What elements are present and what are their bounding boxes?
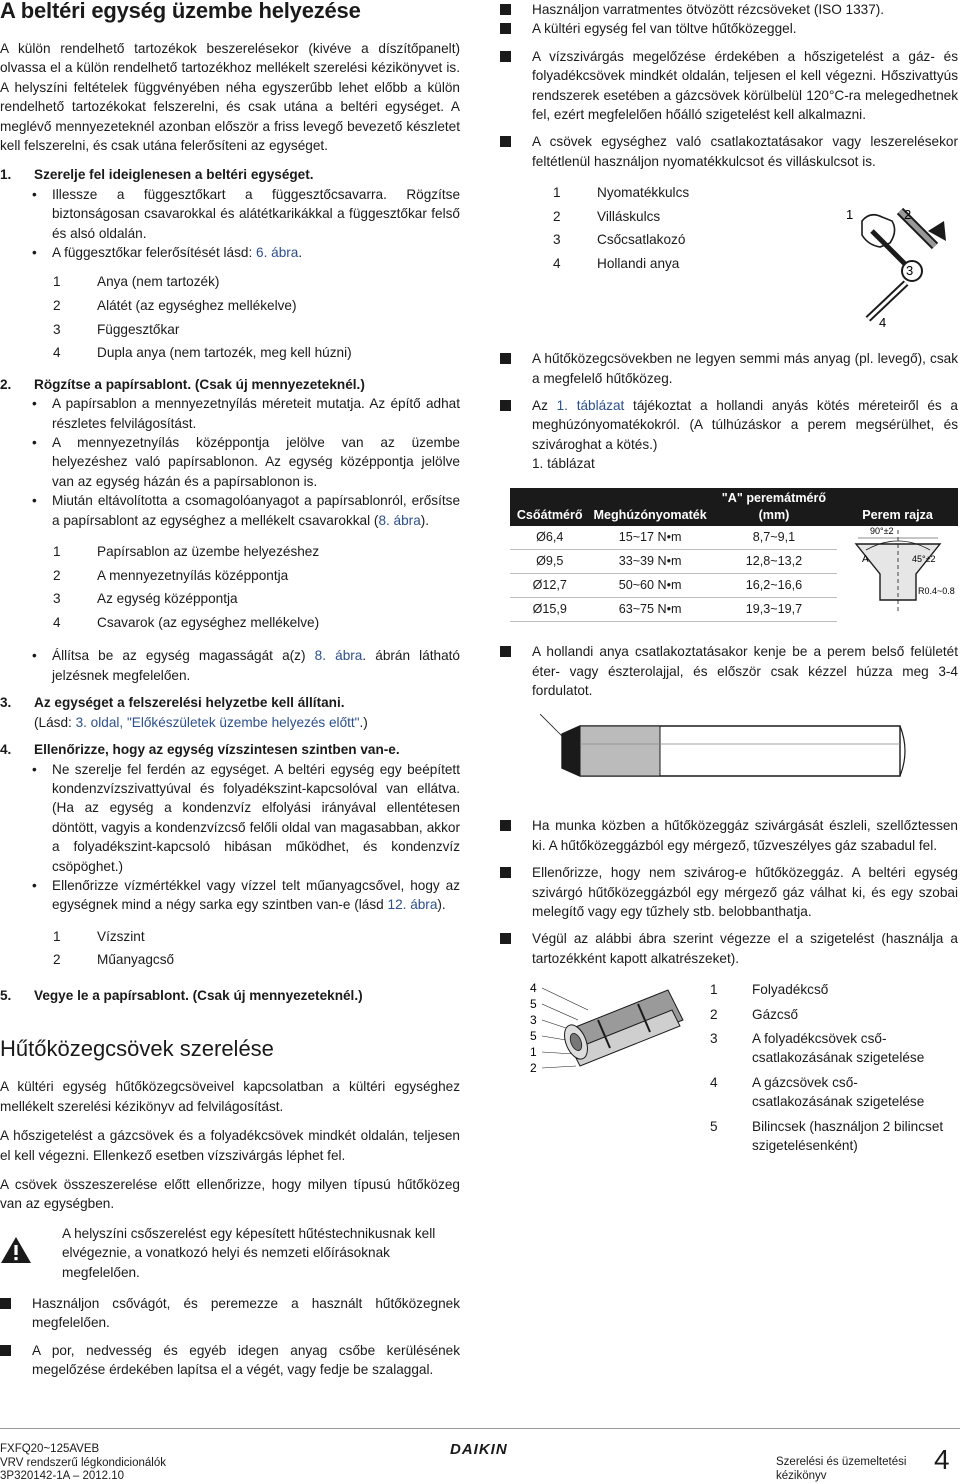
step-2-bullet-3: • Miután eltávolította a csomagolóanyagot a papírsablonról, erősítse a papírsablont az egységhez a mellékelt csavarokkal (8. ábra).	[32, 491, 460, 530]
footer-manual-title: Szerelési és üzemeltetési kézikönyv	[776, 1456, 907, 1482]
piping-item-5: A vízszivárgás megelőzése érdekében a hőszigetelést a gáz- és folyadékcsövek mindkét oldalán, teljesen el kell végezni. Hőszivattyús rendszerek esetében a gázcsövek körülbelül 120°C-ra melegedhetnek fel, ezért megfelelően hőálló szigetelést kell alkalmazni.	[500, 47, 958, 125]
table-header: Meghúzónyomaték	[589, 488, 710, 526]
flare-table-block	[510, 488, 958, 623]
figure-link[interactable]: 8. ábra	[314, 648, 363, 664]
figure-label: 1	[530, 1045, 537, 1060]
step-2-legend	[53, 542, 460, 636]
table-header: Csőátmérő	[510, 488, 589, 526]
table-row: Ø15,9 63~75 N•m 19,3~19,7	[510, 598, 958, 622]
step-5-heading: 5. Vegye le a papírsablont. (Csak új mennyezeteknél.)	[0, 987, 363, 1003]
page-link[interactable]: 3. oldal, "Előkészületek üzembe helyezés előtt"	[75, 714, 360, 730]
step-4-bullet-1: • Ne szerelje fel ferdén az egységet. A beltéri egység egy beépített kondenzvízszivattyúval és folyadékszint-kapcsolóval van ellátva. (Ha az egység a kondenzvíz elfolyási irányával ellentétesen döntött, vagyis a kondenzvízcső felőli oldal van magasabban, akkor a folyadékszint-kapcsoló hibásan működhet, és kondenzvíz csöpöghet.)	[32, 760, 460, 876]
legend-item: 1 Papírsablon az üzembe helyezéshez	[53, 544, 320, 560]
wrench-figure-block	[500, 183, 958, 341]
table-caption: 1. táblázat	[532, 456, 595, 472]
flare-label: 90°±2	[870, 525, 894, 536]
piping-item-1: Használjon csővágót, és peremezze a használt hűtőközegnek megfelelően.	[0, 1294, 460, 1333]
figure-label: 4	[879, 315, 887, 331]
table-header: "A" peremátmérő (mm)	[711, 488, 837, 526]
insulation-legend	[710, 980, 950, 1155]
piping-paragraph-1: A kültéri egység hűtőközegcsöveivel kapcsolatban a kültéri egységhez mellékelt szerelési kézikönyv ad felvilágosítást.	[0, 1079, 460, 1114]
insulation-illustration	[528, 980, 688, 1090]
flare-label: A	[862, 553, 869, 565]
legend-item: 1 Folyadékcső	[710, 982, 829, 998]
legend-item: 4 Hollandi anya	[553, 256, 680, 272]
legend-item: 1 Nyomatékkulcs	[553, 185, 690, 201]
piping-item-10: Ha munka közben a hűtőközeggáz szivárgását észleli, szellőztessen ki. A hűtőközeggázból egy mérgező, tűzveszélyes gáz szabadul fel.	[500, 816, 958, 855]
legend-item: 3 A folyadékcsövek cső-csatlakozásának szigetelése	[710, 1031, 925, 1066]
step-4-legend	[53, 927, 460, 974]
warning-box	[0, 1224, 460, 1282]
legend-item: 2 Műanyagcső	[53, 952, 175, 968]
step-1-heading: 1. Szerelje fel ideiglenesen a beltéri egységet.	[0, 167, 314, 183]
legend-item: 2 Alátét (az egységhez mellékelve)	[53, 298, 297, 314]
legend-item: 1 Vízszint	[53, 928, 145, 944]
table-header-row	[510, 488, 958, 526]
wrench-illustration	[840, 191, 950, 331]
flare-drawing	[840, 524, 960, 620]
section-title-refrigerant-piping: Hűtőközegcsövek szerelése	[0, 1036, 274, 1062]
table-row: Ø9,5 33~39 N•m 12,8~13,2	[510, 550, 958, 574]
step-2-bullet-2: • A mennyezetnyílás középpontja jelölve van az üzembe helyezéshez való papírsablonon. Az egység középpontja jelölve van az egység házán és a papírsablonon is.	[32, 433, 460, 491]
step-3-heading: 3. Az egységet a felszerelési helyzetbe kell állítani.	[0, 695, 345, 711]
step-2-heading: 2. Rögzítse a papírsablont. (Csak új mennyezeteknél.)	[0, 376, 365, 392]
table-link[interactable]: 1. táblázat	[556, 398, 625, 414]
figure-label: 5	[530, 1029, 537, 1044]
section-title-indoor-unit: A beltéri egység üzembe helyezése	[0, 0, 361, 23]
piping-item-12: Végül az alábbi ábra szerint végezze el a szigetelést (használja a tartozékként kapott alkatrészeket).	[500, 929, 958, 968]
footer-doc-number: 3P320142-1A – 2012.10	[0, 1470, 125, 1482]
step-1-legend	[53, 272, 460, 366]
daikin-logo: DAIKIN	[450, 1441, 508, 1458]
legend-item: 5 Bilincsek (használjon 2 bilincset szigetelésenként)	[710, 1118, 944, 1154]
figure-label: 2	[530, 1061, 537, 1076]
figure-label: 5	[530, 997, 537, 1012]
flare-label: 45°±2	[912, 553, 936, 564]
table-row: Ø6,4 15~17 N•m 8,7~9,1	[510, 526, 958, 550]
figure-label: 3	[530, 1013, 537, 1028]
figure-link[interactable]: 8. ábra	[378, 512, 421, 528]
piping-item-2: A por, nedvesség és egyéb idegen anyag csőbe kerülésének megelőzése érdekében lapítsa el a végét, vagy fedje be szalaggal.	[0, 1341, 460, 1380]
figure-label: 1	[846, 207, 854, 223]
legend-item: 4 Csavarok (az egységhez mellékelve)	[53, 614, 320, 630]
figure-label: 2	[904, 207, 912, 223]
left-column	[0, 0, 460, 1380]
flare-label: R0.4~0.8	[918, 585, 955, 596]
footer-doc-info	[0, 1443, 166, 1483]
legend-item: 2 Villáskulcs	[553, 208, 661, 224]
piping-item-8: Az 1. táblázat tájékoztat a hollandi anyás kötés méreteiről és a meghúzónyomatékokról. (A túlhúzáskor a perem megsérülhet, és szivároghat a kötés.)	[500, 396, 958, 454]
footer-series: VRV rendszerű légkondicionálók	[0, 1456, 166, 1469]
piping-paragraph-2: A hőszigetelést a gázcsövek és a folyadékcsövek mindkét oldalán, teljesen el kell végezni. Ellenkező esetben vízszivárgás léphet fel.	[0, 1128, 460, 1163]
warning-icon	[0, 1224, 62, 1282]
table-row: Ø12,7 50~60 N•m 16,2~16,6	[510, 574, 958, 598]
figure-link[interactable]: 12. ábra	[387, 897, 438, 913]
step-2-bullet-1: • A papírsablon a mennyezetnyílás méreteit mutatja. Az építő adhat részletes felvilágosítást.	[32, 394, 460, 433]
page-number: 4	[934, 1444, 950, 1475]
insulation-figure-block	[500, 980, 958, 1180]
step-4-heading: 4. Ellenőrizze, hogy az egység vízszintesen szintben van-e.	[0, 742, 400, 758]
legend-item: 3 Az egység középpontja	[53, 591, 238, 607]
warning-text: A helyszíni csőszerelést egy képesített hűtéstechnikusnak kell elvégeznie, a vonatkozó helyi és nemzeti előírásoknak megfelelően.	[62, 1225, 436, 1280]
step-1-bullet-1: • Illessze a függesztőkart a függesztőcsavarra. Rögzítse biztonságosan csavarokkal és alátétkarikákkal a függesztőkar felső és alsó oldalán.	[32, 185, 460, 243]
piping-paragraph-3: A csövek összeszerelése előtt ellenőrizze, hogy milyen típusú hűtőközeg van az egységben.	[0, 1176, 460, 1212]
legend-item: 2 Gázcső	[710, 1006, 799, 1022]
table-header: Perem rajza	[837, 488, 958, 526]
step-1-bullet-2: • A függesztőkar felerősítését lásd: 6. ábra.	[32, 243, 460, 262]
piping-item-9: A hollandi anya csatlakoztatásakor kenje be a perem belső felületét éter- vagy észterolajjal, és először csak kézzel húzza meg 3-4 fordulatot.	[500, 642, 958, 700]
legend-item: 4 Dupla anya (nem tartozék, meg kell húzni)	[53, 345, 352, 361]
step-2-bullet-4: • Állítsa be az egység magasságát a(z) 8. ábra. ábrán látható jelzésnek megfelelően.	[32, 646, 460, 685]
piping-item-4: A kültéri egység fel van töltve hűtőközeggel.	[500, 19, 958, 38]
flare-nut-illustration	[540, 714, 920, 794]
legend-item: 2 A mennyezetnyílás középpontja	[53, 567, 289, 583]
step-3-reference: (Lásd: 3. oldal, "Előkészületek üzembe helyezés előtt".)	[34, 714, 368, 730]
piping-item-11: Ellenőrizze, hogy nem szivárog-e hűtőközeggáz. A beltéri egység szivárgó hűtőközeggázból egy mérgező gáz válhat ki, és egy szobai melegítő vagy egy tűzhely stb. belobbanthatja.	[500, 863, 958, 921]
right-column	[500, 0, 958, 1180]
legend-item: 4 A gázcsövek cső-csatlakozásának szigetelése	[710, 1074, 925, 1110]
figure-label: 4	[530, 981, 537, 996]
legend-item: 3 Függesztőkar	[53, 321, 180, 337]
piping-item-7: A hűtőközegcsövekben ne legyen semmi más anyag (pl. levegő), csak a megfelelő hűtőközeg.	[500, 349, 958, 388]
footer-divider	[0, 1428, 960, 1429]
footer-model: FXFQ20~125AVEB	[0, 1443, 100, 1455]
legend-item: 3 Csőcsatlakozó	[553, 232, 686, 248]
piping-item-6: A csövek egységhez való csatlakoztatásakor vagy leszerelésekor feltétlenül használjon nyomatékkulcsot és villáskulcsot is.	[500, 132, 958, 171]
intro-paragraph: A külön rendelhető tartozékok beszerelésekor (kivéve a díszítőpanelt) olvassa el a külön rendelhető tartozékhoz mellékelt szerelési kézikönyvet is. A helyszíni feltételek függvényében néha egyszerűbb lehet előbb a külön rendelhető tartozékokat felszerelni, és csak utána a beltéri egységet. A meglévő mennyezeteknél azonban először a friss levegő bevezető készletet kell felszerelni, és csak utána felerősíteni az egységet.	[0, 41, 460, 154]
piping-item-3: Használjon varratmentes ötvözött rézcsöveket (ISO 1337).	[500, 0, 958, 19]
step-4-bullet-2: • Ellenőrizze vízmértékkel vagy vízzel telt műanyagcsővel, hogy az egységnek mind a négy sarka egy szintben van-e (lásd 12. ábra).	[32, 876, 460, 915]
legend-item: 1 Anya (nem tartozék)	[53, 274, 220, 290]
figure-link[interactable]: 6. ábra	[256, 245, 299, 261]
figure-label: 3	[906, 263, 914, 279]
